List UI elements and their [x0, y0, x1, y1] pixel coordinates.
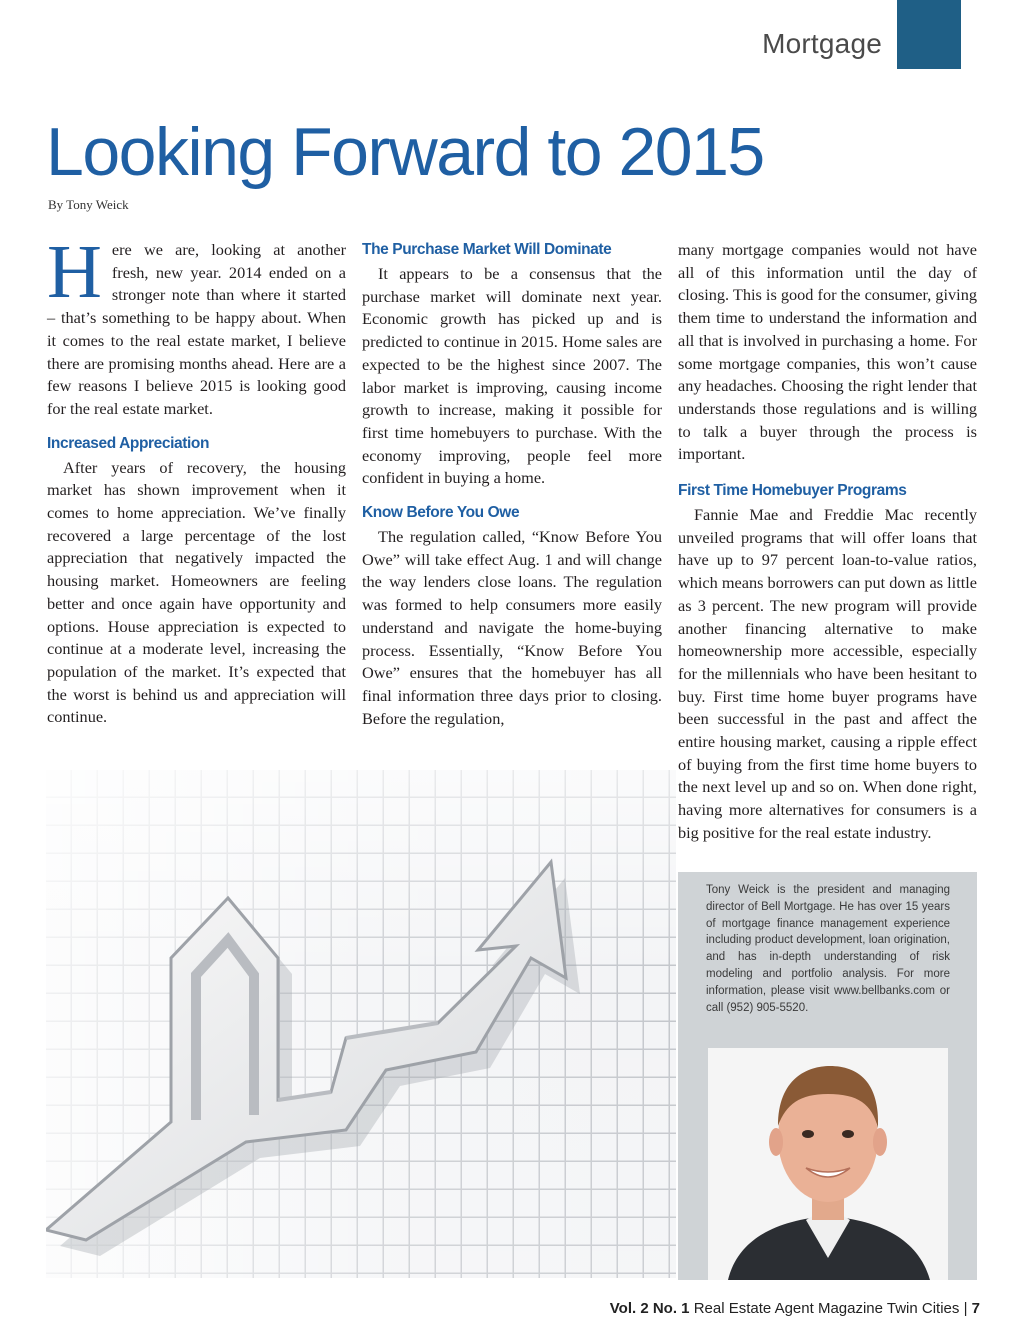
- author-bio-text: Tony Weick is the president and managing director of Bell Mortgage. He has over 15 years of mortgage finance management experience including product development, loan origination, and has in-depth understanding of risk modeling and portfolio analysis. For more information, please visit www.bellbanks.com or call (952) 905-5520.: [706, 884, 950, 1014]
- footer-volume: Vol. 2 No. 1: [609, 1300, 690, 1317]
- paragraph-increased-appreciation: After years of recovery, the housing market has shown improvement when it comes to home appreciation. We’ve finally recovered a large percentage of the lost appreciation that negatively impacted the housing market. Homeowners are feeling better and once again have opportunity and options. House appreciation is expected to continue at a moderate level, increasing the population of the market. It’s expected that the worst is behind us and appreciation will continue.: [47, 457, 346, 727]
- article-column-2: [362, 239, 662, 730]
- paragraph-know-before-you-owe-continued: many mortgage companies would not have all of this information until the day of closing. This is good for the consumer, giving them time to understand the information and all that is involved in purchasing a home. For some mortgage companies, this won’t cause any headaches. Choosing the right lender that understands those regulations and is willing to talk a buyer through the process is important.: [678, 240, 977, 464]
- section-tab: [897, 0, 961, 69]
- article-title: Looking Forward to 2015: [46, 114, 764, 190]
- drop-cap: H: [47, 230, 102, 314]
- intro-paragraph: [47, 230, 346, 421]
- section-label: Mortgage: [762, 28, 882, 59]
- house-arrow-illustration: [46, 770, 676, 1278]
- intro-text: ere we are, looking at another fresh, new year. 2014 ended on a stronger note than where it started – that’s something to be happy about. When it comes to the real estate market, I believe there are promising months ahead. Here are a few reasons I believe 2015 is looking good for the real estate market.: [47, 240, 346, 418]
- subheading-first-time-homebuyer: First Time Homebuyer Programs: [678, 482, 907, 500]
- article-column-1: [47, 230, 346, 729]
- footer-page-number: 7: [971, 1300, 980, 1317]
- page-footer: [610, 1300, 980, 1317]
- paragraph-know-before-you-owe: The regulation called, “Know Before You Owe” will take effect Aug. 1 and will change the way lenders close loans. The regulation was formed to help consumers more easily understand and navigate the home-buying process. Essentially, “Know Before You Owe” ensures that the homebuyer has all final information three days prior to closing. Before the regulation,: [362, 527, 662, 728]
- paragraph-purchase-market: It appears to be a consensus that the purchase market will dominate next year. Economic growth has picked up and is predicted to continue in 2015. Home sales are expected to be the highest since 2007. The labor market is improving, causing income growth to increase, making it possible for first time homebuyers to purchase. With the economy improving, people feel more confident in buying a home.: [362, 264, 662, 488]
- subheading-know-before-you-owe: Know Before You Owe: [362, 504, 520, 522]
- byline: By Tony Weick: [48, 197, 129, 212]
- subheading-increased-appreciation: Increased Appreciation: [47, 434, 210, 452]
- footer-publication: Real Estate Agent Magazine Twin Cities: [693, 1300, 960, 1317]
- article-column-3: [678, 239, 977, 845]
- author-portrait: [708, 1048, 948, 1280]
- author-bio-box: [678, 872, 977, 1280]
- footer-separator: |: [963, 1300, 968, 1317]
- subheading-purchase-market: The Purchase Market Will Dominate: [362, 241, 612, 258]
- paragraph-first-time-homebuyer: Fannie Mae and Freddie Mac recently unveiled programs that will offer loans that have up to 97 percent loan-to-value ratios, which means borrowers can put down as little as 3 percent. The new program will provide another financing alternative to make homeownership more accessible, especially for the millennials who have been hesitant to buy. First time home buyer programs have been successful in the past and affect the entire housing market, causing a ripple effect of buying from the first time home buyers to the next level up and so on. When done right, having more alternatives for consumers is a big positive for the real estate industry.: [678, 505, 977, 842]
